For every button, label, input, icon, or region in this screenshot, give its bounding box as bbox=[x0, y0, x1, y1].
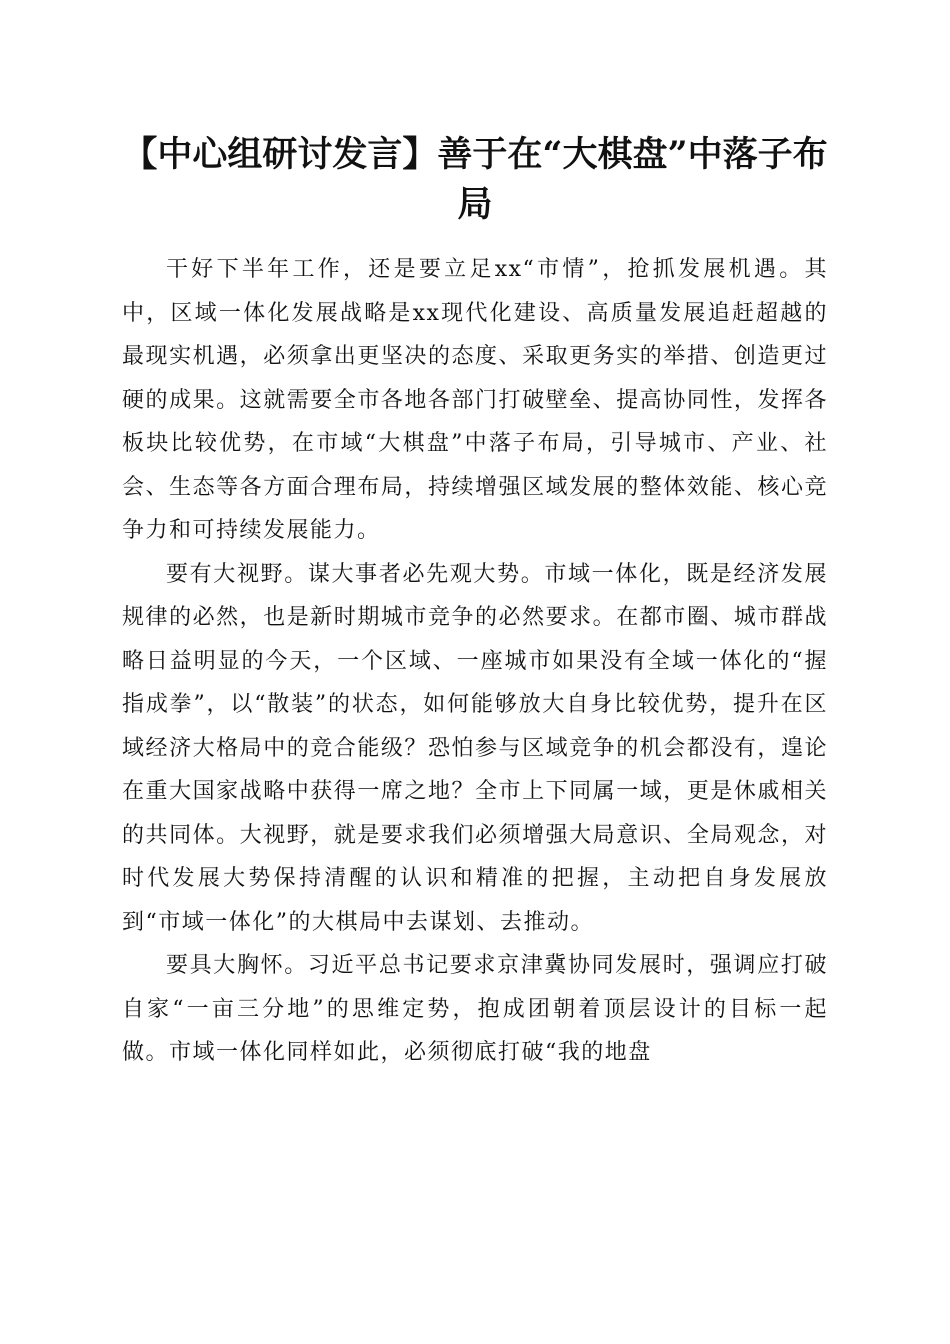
document-title: 【中心组研讨发言】善于在“大棋盘”中落子布局 bbox=[122, 134, 828, 225]
paragraph-big-mind: 要具大胸怀。习近平总书记要求京津冀协同发展时，强调应打破自家“一亩三分地”的思维定势，抱成团朝着顶层设计的目标一起做。市域一体化同样如此，必须彻底打破“我的地盘 bbox=[122, 953, 828, 1065]
document-body bbox=[122, 248, 828, 1075]
paragraph-big-vision: 要有大视野。谋大事者必先观大势。市域一体化，既是经济发展规律的必然，也是新时期城市竞争的必然要求。在都市圈、城市群战略日益明显的今天，一个区域、一座城市如果没有全域一体化的“握指成拳”，以“散装”的状态，如何能够放大自身比较优势，提升在区域经济大格局中的竞合能级？恐怕参与区域竞争的机会都没有，遑论在重大国家战略中获得一席之地？全市上下同属一域，更是休戚相关的共同体。大视野，就是要求我们必须增强大局意识、全局观念，对时代发展大势保持清醒的认识和精准的把握，主动把自身发展放到“市域一体化”的大棋局中去谋划、去推动。 bbox=[122, 561, 828, 935]
paragraph-intro: 干好下半年工作，还是要立足xx“市情”，抢抓发展机遇。其中，区域一体化发展战略是xx现代化建设、高质量发展追赶超越的最现实机遇，必须拿出更坚决的态度、采取更务实的举措、创造更过硬的成果。这就需要全市各地各部门打破壁垒、提高协同性，发挥各板块比较优势，在市域“大棋盘”中落子布局，引导城市、产业、社会、生态等各方面合理布局，持续增强区域发展的整体效能、核心竞争力和可持续发展能力。 bbox=[122, 257, 828, 543]
